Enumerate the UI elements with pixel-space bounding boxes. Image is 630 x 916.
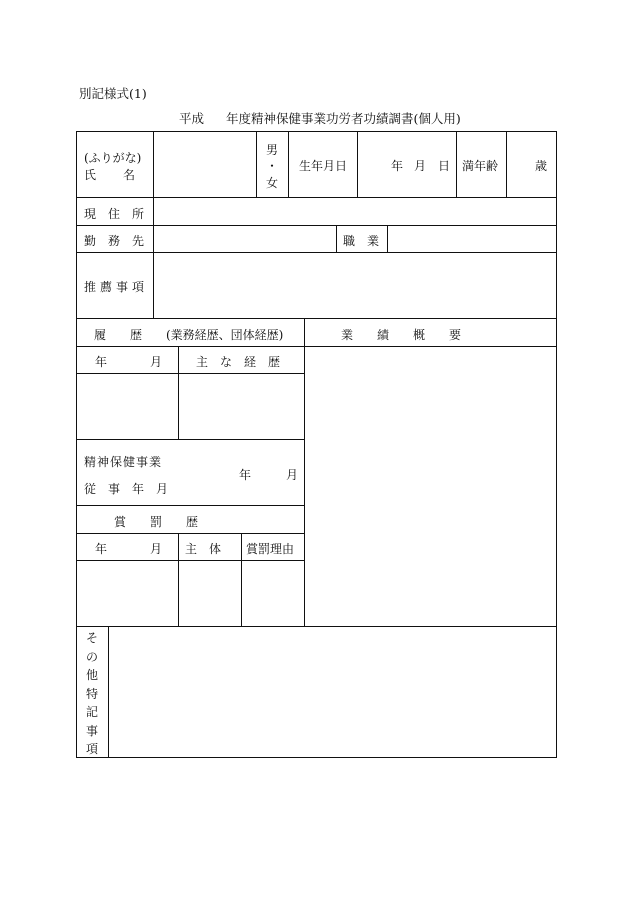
service-label-2: 従 事 年 月 <box>84 482 169 496</box>
furigana-label: (ふりがな) <box>84 151 142 165</box>
awards-col-subject: 主 体 <box>185 542 222 556</box>
service-year-label: 年 <box>239 468 252 482</box>
other-label: その他特記事項 <box>85 631 98 756</box>
name-label: 氏 名 <box>84 168 137 182</box>
era-label: 平成 <box>179 111 205 126</box>
birth-year-label: 年 <box>391 159 404 173</box>
occupation-input[interactable] <box>388 226 556 252</box>
birthdate-input[interactable] <box>358 132 455 196</box>
rule <box>288 131 289 198</box>
history-detail-input[interactable] <box>179 374 303 438</box>
awards-date-input[interactable] <box>77 561 177 625</box>
workplace-input[interactable] <box>154 226 335 252</box>
rule <box>256 131 257 198</box>
rule <box>76 757 557 758</box>
history-date-input[interactable] <box>77 374 177 438</box>
recommendation-input[interactable] <box>154 253 556 318</box>
history-col-month: 月 <box>150 355 163 369</box>
age-unit: 歳 <box>535 159 548 173</box>
page-title: 年度精神保健事業功労者功績調書(個人用) <box>226 111 461 126</box>
form-id: 別記様式(1) <box>79 86 147 101</box>
rule <box>76 505 304 506</box>
birth-month-label: 月 <box>414 159 427 173</box>
awards-subject-input[interactable] <box>179 561 240 625</box>
birthdate-label: 生年月日 <box>299 159 348 173</box>
history-note: (業務経歴、団体経歴) <box>166 328 284 342</box>
awards-col-month: 月 <box>150 542 163 556</box>
rule <box>76 318 557 319</box>
service-period-input[interactable] <box>179 440 303 504</box>
sex-female[interactable]: 女 <box>266 176 279 190</box>
rule <box>76 131 557 132</box>
achievements-label: 業 績 概 要 <box>341 328 462 342</box>
history-col-year: 年 <box>95 355 108 369</box>
sex-separator: ・ <box>266 159 279 173</box>
history-col-main: 主 な 経 歴 <box>196 355 281 369</box>
recommendation-label: 推薦事項 <box>84 280 149 294</box>
rule <box>76 533 304 534</box>
awards-title: 賞 罰 歴 <box>114 515 199 529</box>
address-label: 現 住 所 <box>84 207 145 221</box>
address-input[interactable] <box>154 198 556 224</box>
service-label-1: 精神保健事業 <box>84 455 163 469</box>
birth-day-label: 日 <box>438 159 451 173</box>
rule <box>456 131 457 198</box>
awards-col-year: 年 <box>95 542 108 556</box>
awards-reason-input[interactable] <box>242 561 303 625</box>
occupation-label: 職 業 <box>343 234 380 248</box>
sex-male[interactable]: 男 <box>266 143 279 157</box>
service-month-label: 月 <box>286 468 299 482</box>
history-label: 履 歴 <box>94 328 143 342</box>
achievements-input[interactable] <box>305 347 556 625</box>
age-input[interactable] <box>507 132 533 196</box>
rule <box>336 225 337 253</box>
other-input[interactable] <box>109 627 556 757</box>
name-input[interactable] <box>154 132 255 196</box>
workplace-label: 勤 務 先 <box>84 234 145 248</box>
age-label: 満年齢 <box>462 159 499 173</box>
awards-col-reason: 賞罰理由 <box>246 542 295 556</box>
